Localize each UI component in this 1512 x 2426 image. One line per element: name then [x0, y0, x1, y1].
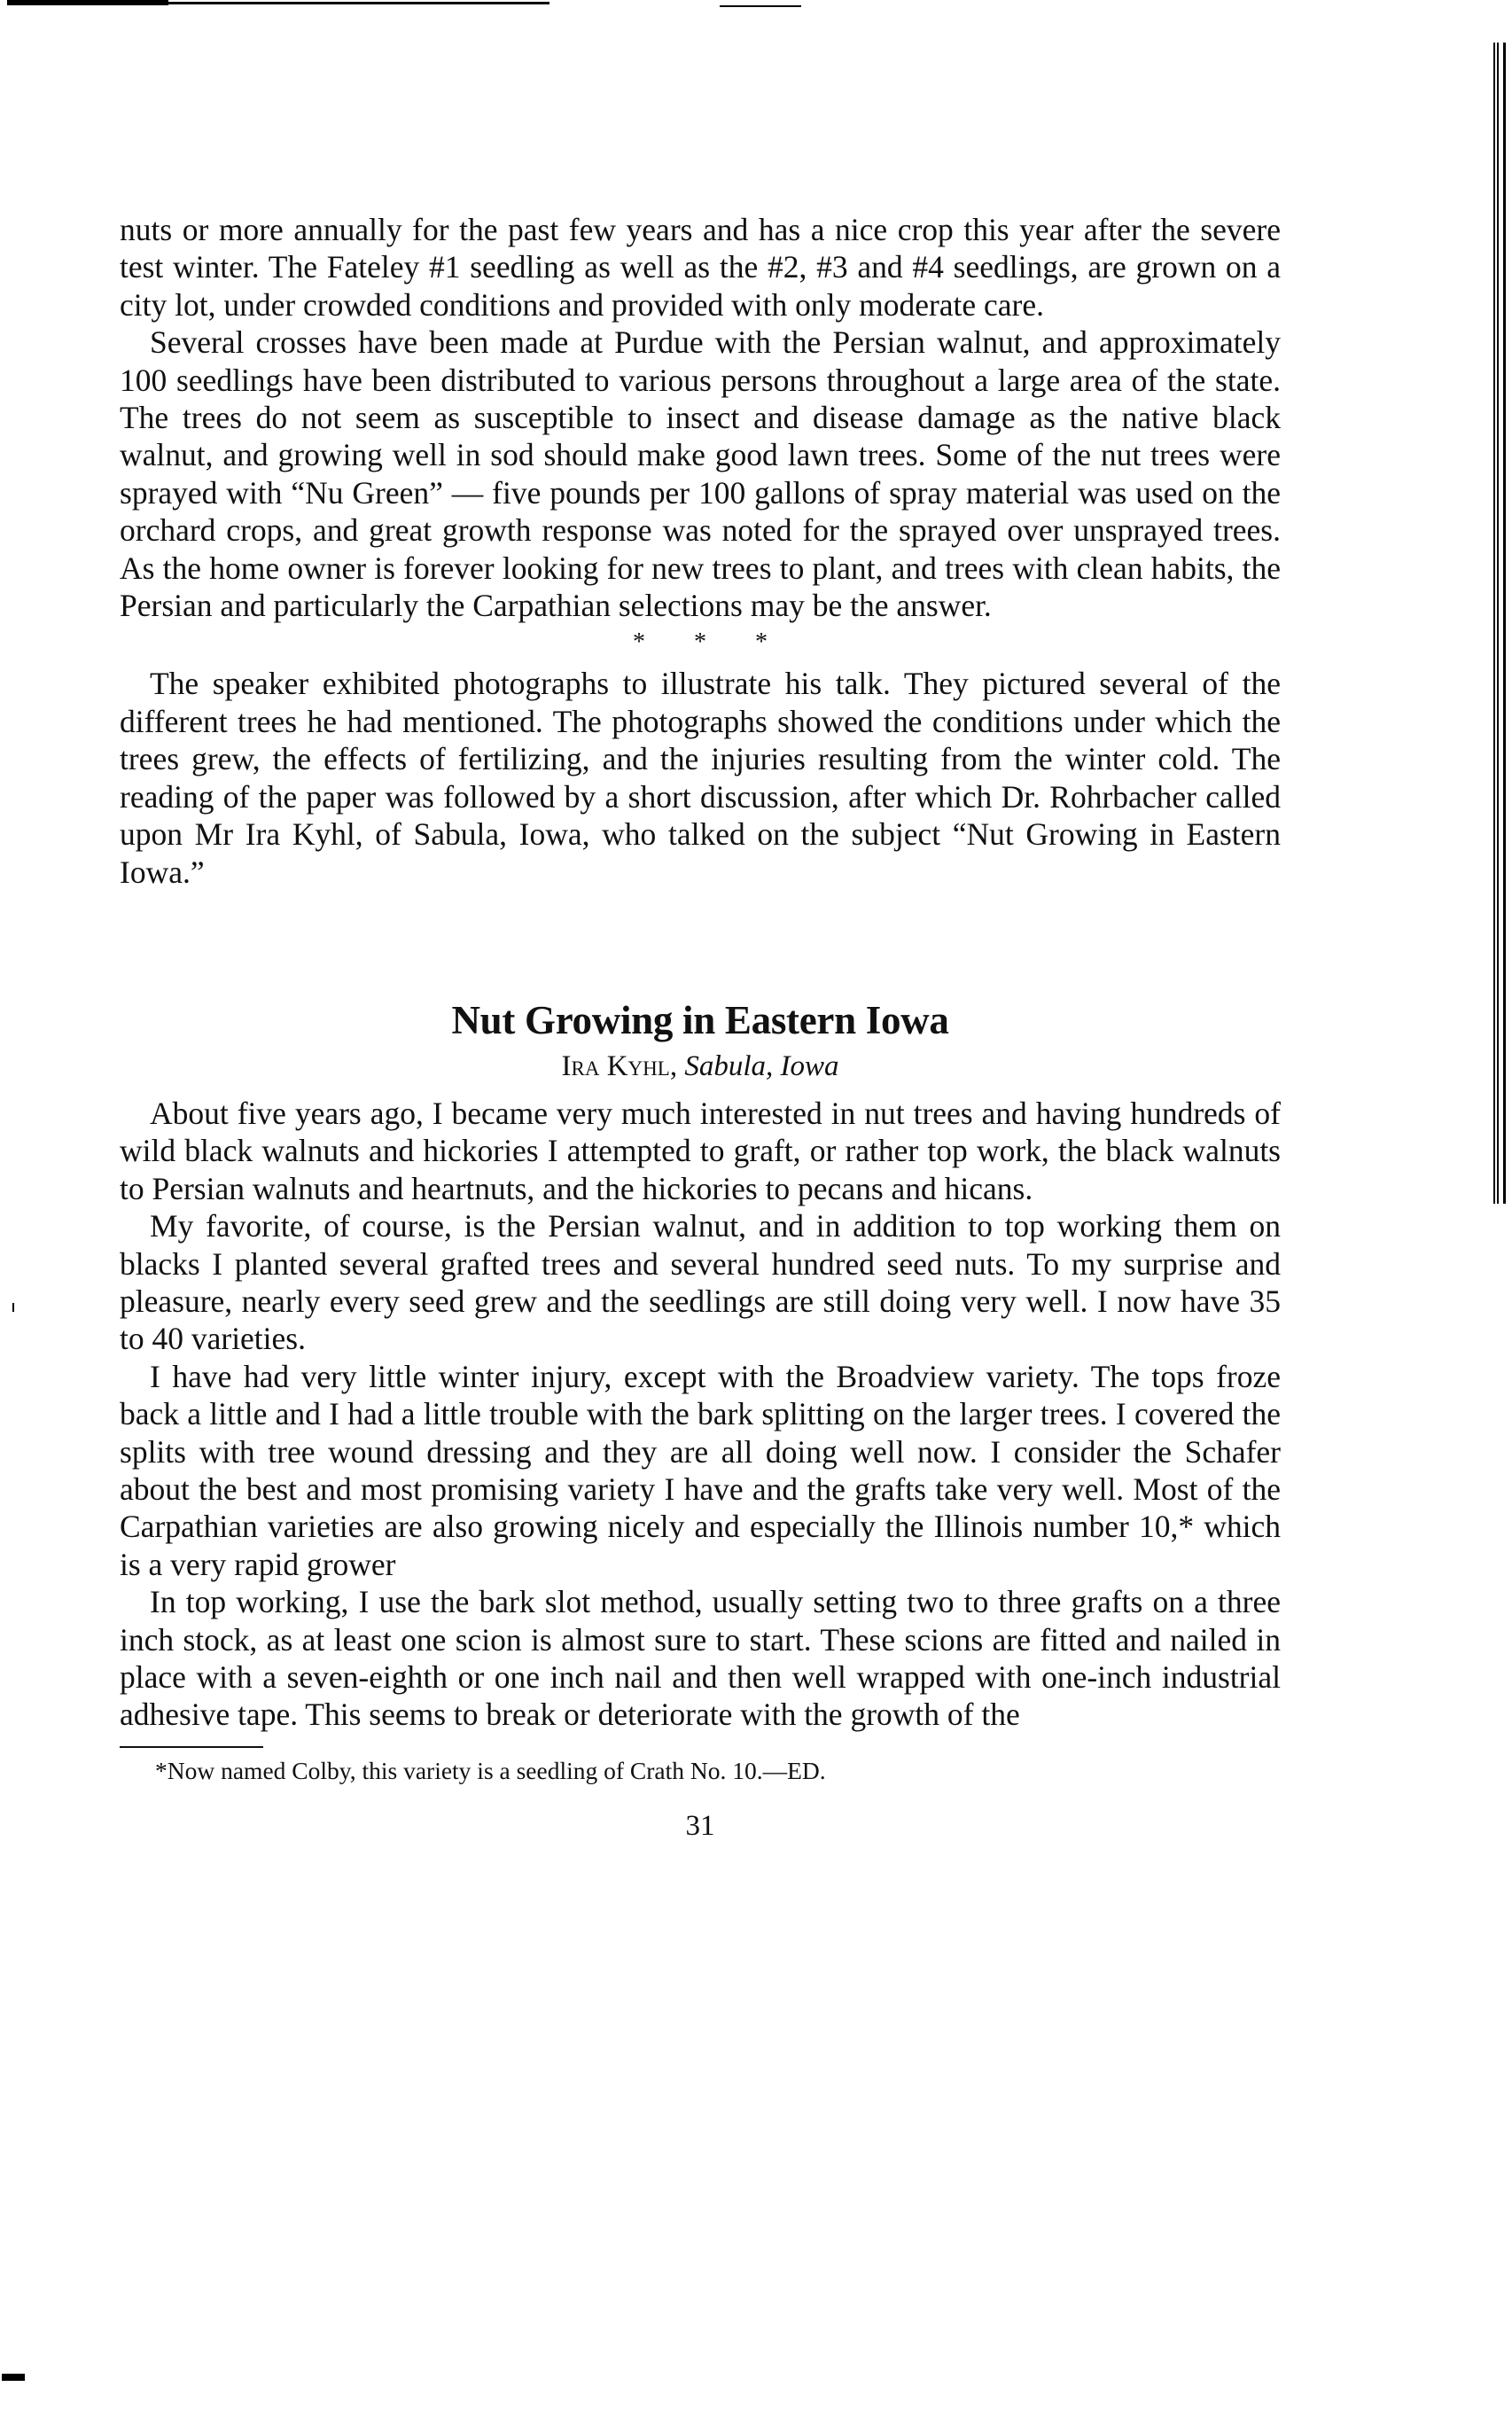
scan-artifact-top-bar	[7, 0, 168, 5]
author-name: Ira Kyhl	[561, 1049, 670, 1082]
body-paragraph: Several crosses have been made at Purdue with the Persian walnut, and approximately 100 seedlings have been distributed to various persons throughout a large area of the state. The trees do not seem as susceptible to insect and disease damage as the native black walnut, and growing well in sod should make good lawn trees. Some of the nut trees were sprayed with “Nu Green” — five pounds per 100 gallons of spray material was used on the orchard crops, and great growth response was noted for the sprayed over unsprayed trees. As the home owner is forever looking for new trees to plant, and trees with clean habits, the Persian and particularly the Carpathian selections may be the answer.	[120, 324, 1281, 624]
scan-artifact-right-edge	[1493, 43, 1506, 1204]
scan-artifact-bottom-mark	[2, 2374, 25, 2381]
byline-separator: ,	[669, 1049, 685, 1082]
byline	[120, 1045, 1281, 1088]
body-paragraph: In top working, I use the bark slot method, usually setting two to three grafts on a three inch stock, as at least one scion is almost sure to start. These scions are fitted and nailed in place with a seven-eighth or one inch nail and then well wrapped with one-inch industrial adhesive tape. This seems to break or deteriorate with the growth of the	[120, 1584, 1281, 1733]
page-number: 31	[685, 1809, 715, 1842]
section-separator: * * *	[633, 628, 789, 657]
scan-artifact-top-line	[168, 2, 549, 4]
article-section	[120, 995, 1281, 1734]
body-paragraph: My favorite, of course, is the Persian walnut, and in addition to top working them on blacks I planted several grafted trees and several hundred seed nuts. To my surprise and pleasure, nearly every seed grew and the seedlings are still doing very well. I now have 35 to 40 varieties.	[120, 1208, 1281, 1357]
body-paragraph: nuts or more annually for the past few years and has a nice crop this year after the severe test winter. The Fateley #1 seedling as well as the #2, #3 and #4 seedlings, are grown on a city lot, under crowded conditions and provided with only moderate care.	[120, 212, 1281, 323]
footnote-divider	[120, 1746, 263, 1748]
body-paragraph: I have had very little winter injury, except with the Broadview variety. The tops froze back a little and I had a little trouble with the bark splitting on the larger trees. I covered the splits with tree wound dressing and they are all doing well now. I consider the Schafer about the best and most promising variety I have and the grafts take very well. Most of the Carpathian varieties are also growing nicely and especially the Illinois number 10,* which is a very rapid grower	[120, 1358, 1281, 1582]
section-title: Nut Growing in Eastern Iowa	[451, 997, 949, 1042]
scan-artifact-top-dash	[720, 5, 801, 7]
body-paragraph: About five years ago, I became very much interested in nut trees and having hundreds of wild black walnuts and hickories I attempted to graft, or rather top work, the black walnuts to Persian walnuts and heartnuts, and the hickories to pecans and hicans.	[120, 1095, 1281, 1206]
footnote: *Now named Colby, this variety is a seedling of Crath No. 10.—ED.	[155, 1756, 826, 1784]
document-page	[120, 211, 1281, 1844]
author-location: Sabula, Iowa	[684, 1049, 839, 1082]
scan-artifact-left-tick	[12, 1303, 14, 1312]
transition-paragraph: The speaker exhibited photographs to illustrate his talk. They pictured several of the different trees he had mentioned. The photographs showed the conditions under which the trees grew, the effects of fertilizing, and the injuries resulting from the winter cold. The reading of the paper was followed by a short discussion, after which Dr. Rohrbacher called upon Mr Ira Kyhl, of Sabula, Iowa, who talked on the subject “Nut Growing in Eastern Iowa.”	[120, 666, 1281, 890]
